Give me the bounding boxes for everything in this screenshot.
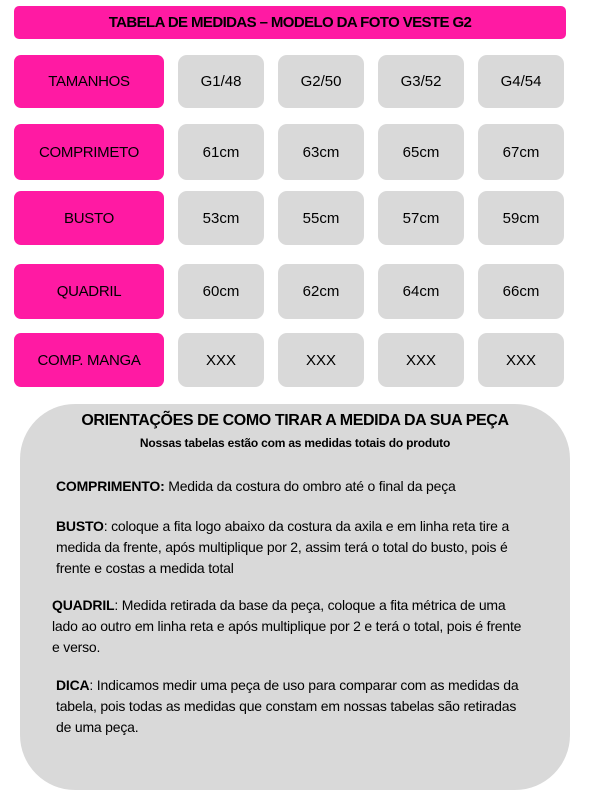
length-cell: 65cm <box>378 124 464 180</box>
measuring-guide-panel <box>20 404 570 790</box>
size-cell: G1/48 <box>178 55 264 108</box>
row-label-sleeve: COMP. MANGA <box>14 333 164 387</box>
hips-cell: 64cm <box>378 264 464 319</box>
guide-title: ORIENTAÇÕES DE COMO TIRAR A MEDIDA DA SUA PEÇA <box>81 412 509 429</box>
hips-cell: 60cm <box>178 264 264 319</box>
guide-item-hips <box>52 595 530 658</box>
row-label-bust: BUSTO <box>14 191 164 245</box>
row-label-hips: QUADRIL <box>14 264 164 319</box>
row-label-sizes: TAMANHOS <box>14 55 164 108</box>
guide-term: QUADRIL <box>52 597 115 613</box>
guide-term: DICA <box>56 677 90 693</box>
length-cell: 67cm <box>478 124 564 180</box>
sleeve-cell: XXX <box>478 333 564 387</box>
length-cell: 61cm <box>178 124 264 180</box>
guide-term: BUSTO <box>56 518 104 534</box>
guide-text: : Indicamos medir uma peça de uso para comparar com as medidas da tabela, pois todas as medidas que constam em nossas tabelas são retiradas de uma peça. <box>56 677 519 735</box>
bust-cell: 53cm <box>178 191 264 245</box>
guide-item-length <box>56 476 526 497</box>
guide-text: : Medida retirada da base da peça, coloque a fita métrica de uma lado ao outro em linha reta e após multiplique por 2 e terá o total, pois é frente e verso. <box>52 597 522 655</box>
bust-cell: 59cm <box>478 191 564 245</box>
sleeve-cell: XXX <box>378 333 464 387</box>
size-cell: G4/54 <box>478 55 564 108</box>
guide-term: COMPRIMENTO: <box>56 478 165 494</box>
sleeve-cell: XXX <box>178 333 264 387</box>
guide-subtitle: Nossas tabelas estão com as medidas totais do produto <box>139 436 451 450</box>
size-cell: G2/50 <box>278 55 364 108</box>
size-table-banner: TABELA DE MEDIDAS – MODELO DA FOTO VESTE G2 <box>14 6 566 39</box>
guide-item-tip <box>56 675 526 738</box>
hips-cell: 66cm <box>478 264 564 319</box>
guide-item-bust <box>56 516 534 579</box>
row-label-length: COMPRIMETO <box>14 124 164 180</box>
bust-cell: 55cm <box>278 191 364 245</box>
length-cell: 63cm <box>278 124 364 180</box>
bust-cell: 57cm <box>378 191 464 245</box>
guide-text: : coloque a fita logo abaixo da costura da axila e em linha reta tire a medida da frente, após multiplique por 2, assim terá o total do busto, pois é frente e costas a medida total <box>56 518 510 576</box>
sleeve-cell: XXX <box>278 333 364 387</box>
hips-cell: 62cm <box>278 264 364 319</box>
guide-text: Medida da costura do ombro até o final da peça <box>164 478 456 494</box>
size-cell: G3/52 <box>378 55 464 108</box>
